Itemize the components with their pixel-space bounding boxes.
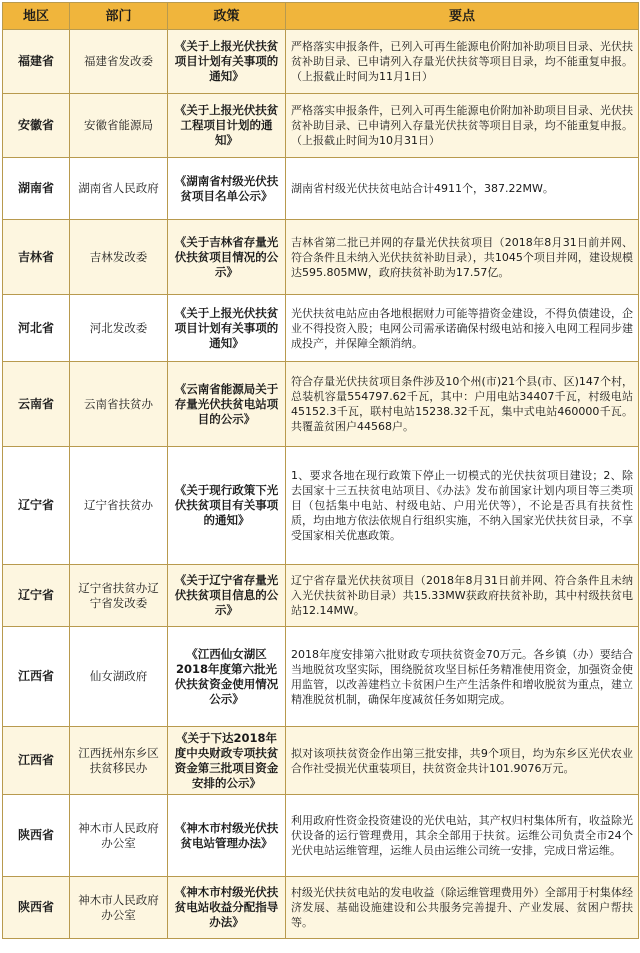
- region-cell: 云南省: [3, 362, 70, 447]
- policy-cell: 《关于现行政策下光伏扶贫项目有关事项的通知》: [168, 447, 286, 565]
- table-row: [3, 362, 639, 447]
- header-region: 地区: [3, 3, 70, 30]
- dept-cell: 神木市人民政府办公室: [70, 877, 168, 939]
- policy-cell: 《江西仙女湖区2018年度第六批光伏扶贫资金使用情况公示》: [168, 627, 286, 727]
- header-policy: 政策: [168, 3, 286, 30]
- region-cell: 福建省: [3, 30, 70, 94]
- points-cell: 1、要求各地在现行政策下停止一切模式的光伏扶贫项目建设；2、除去国家十三五扶贫电站项目、《办法》发布前国家计划内项目等三类项目（包括集中电站、村级电站、户用光伏等），不论是否具有扶贫性质，均由地方依法依规自行组织实施，不纳入国家光伏扶贫目录，不享受国家相关优惠政策。: [286, 447, 639, 565]
- region-cell: 吉林省: [3, 220, 70, 295]
- region-cell: 江西省: [3, 727, 70, 795]
- dept-cell: 云南省扶贫办: [70, 362, 168, 447]
- policy-cell: 《关于辽宁省存量光伏扶贫项目信息的公示》: [168, 565, 286, 627]
- policy-cell: 《神木市村级光伏扶贫电站管理办法》: [168, 795, 286, 877]
- points-cell: 村级光伏扶贫电站的发电收益（除运维管理费用外）全部用于村集体经济发展、基础设施建设和公共服务完善提升、产业发展、贫困户帮扶等。: [286, 877, 639, 939]
- region-cell: 江西省: [3, 627, 70, 727]
- policy-cell: 《关于吉林省存量光伏扶贫项目情况的公示》: [168, 220, 286, 295]
- region-cell: 辽宁省: [3, 447, 70, 565]
- region-cell: 辽宁省: [3, 565, 70, 627]
- table-row: [3, 727, 639, 795]
- points-cell: 2018年度安排第六批财政专项扶贫资金70万元。各乡镇（办）要结合当地脱贫攻坚实际，围绕脱贫攻坚目标任务精准使用资金，加强资金使用监管，以改善建档立卡贫困户生产生活条件和增收脱贫为重点，建立精准脱贫机制，确保年度减贫任务如期完成。: [286, 627, 639, 727]
- region-cell: 陕西省: [3, 795, 70, 877]
- dept-cell: 仙女湖政府: [70, 627, 168, 727]
- header-points: 要点: [286, 3, 639, 30]
- dept-cell: 安徽省能源局: [70, 94, 168, 158]
- points-cell: 严格落实申报条件，已列入可再生能源电价附加补助项目目录、光伏扶贫补助目录、已申请列入存量光伏扶贫等项目目录，均不能重复申报。（上报截止时间为11月1日）: [286, 30, 639, 94]
- table-row: [3, 94, 639, 158]
- policy-cell: 《云南省能源局关于存量光伏扶贫电站项目的公示》: [168, 362, 286, 447]
- header-dept: 部门: [70, 3, 168, 30]
- dept-cell: 江西抚州东乡区扶贫移民办: [70, 727, 168, 795]
- dept-cell: 神木市人民政府办公室: [70, 795, 168, 877]
- policy-table: [2, 2, 639, 939]
- dept-cell: 辽宁省扶贫办: [70, 447, 168, 565]
- table-row: [3, 295, 639, 362]
- region-cell: 陕西省: [3, 877, 70, 939]
- points-cell: 严格落实申报条件，已列入可再生能源电价附加补助项目目录、光伏扶贫补助目录、已申请列入存量光伏扶贫等项目目录，均不能重复申报。（上报截止时间为10月31日）: [286, 94, 639, 158]
- table-row: [3, 220, 639, 295]
- table-row: [3, 447, 639, 565]
- table-row: [3, 565, 639, 627]
- policy-cell: 《关于上报光伏扶贫项目计划有关事项的通知》: [168, 30, 286, 94]
- table-row: [3, 158, 639, 220]
- points-cell: 符合存量光伏扶贫项目条件涉及10个州(市)21个县(市、区)147个村，总装机容量554797.62千瓦，其中：户用电站34407千瓦，村级电站45152.3千瓦，联村电站15238.32千瓦，集中式电站460000千瓦。共覆盖贫困户44568户。: [286, 362, 639, 447]
- policy-cell: 《关于上报光伏扶贫工程项目计划的通知》: [168, 94, 286, 158]
- policy-cell: 《关于上报光伏扶贫项目计划有关事项的通知》: [168, 295, 286, 362]
- dept-cell: 河北发改委: [70, 295, 168, 362]
- dept-cell: 辽宁省扶贫办辽宁省发改委: [70, 565, 168, 627]
- points-cell: 辽宁省存量光伏扶贫项目（2018年8月31日前并网、符合条件且未纳入光伏扶贫补助目录）共15.33MW获政府扶贫补助，其中村级扶贫电站12.14MW。: [286, 565, 639, 627]
- points-cell: 吉林省第二批已并网的存量光伏扶贫项目（2018年8月31日前并网、符合条件且未纳入光伏扶贫补助目录），共1045个项目并网，建设规模达595.805MW，政府扶贫补助为17.57亿。: [286, 220, 639, 295]
- points-cell: 光伏扶贫电站应由各地根据财力可能等措资金建设，不得负债建设，企业不得投资入股；电网公司需承诺确保村级电站和接入电网工程同步建成投产，并保障全额消纳。: [286, 295, 639, 362]
- dept-cell: 湖南省人民政府: [70, 158, 168, 220]
- points-cell: 拟对该项扶贫资金作出第三批安排，共9个项目，均为东乡区光伏农业合作社受损光伏重装项目，扶贫资金共计101.9076万元。: [286, 727, 639, 795]
- region-cell: 河北省: [3, 295, 70, 362]
- table-row: [3, 30, 639, 94]
- policy-cell: 《神木市村级光伏扶贫电站收益分配指导办法》: [168, 877, 286, 939]
- policy-cell: 《湖南省村级光伏扶贫项目名单公示》: [168, 158, 286, 220]
- dept-cell: 吉林发改委: [70, 220, 168, 295]
- table-header-row: [3, 3, 639, 30]
- region-cell: 湖南省: [3, 158, 70, 220]
- table-row: [3, 627, 639, 727]
- table-row: [3, 877, 639, 939]
- policy-cell: 《关于下达2018年度中央财政专项扶贫资金第三批项目资金安排的公示》: [168, 727, 286, 795]
- region-cell: 安徽省: [3, 94, 70, 158]
- table-row: [3, 795, 639, 877]
- dept-cell: 福建省发改委: [70, 30, 168, 94]
- points-cell: 利用政府性资金投资建设的光伏电站，其产权归村集体所有，收益除光伏设备的运行管理费用，其余全部用于扶贫。运维公司负责全市24个光伏电站运维管理，运维人员由运维公司统一安排，完成日常运维。: [286, 795, 639, 877]
- points-cell: 湖南省村级光伏扶贫电站合计4911个，387.22MW。: [286, 158, 639, 220]
